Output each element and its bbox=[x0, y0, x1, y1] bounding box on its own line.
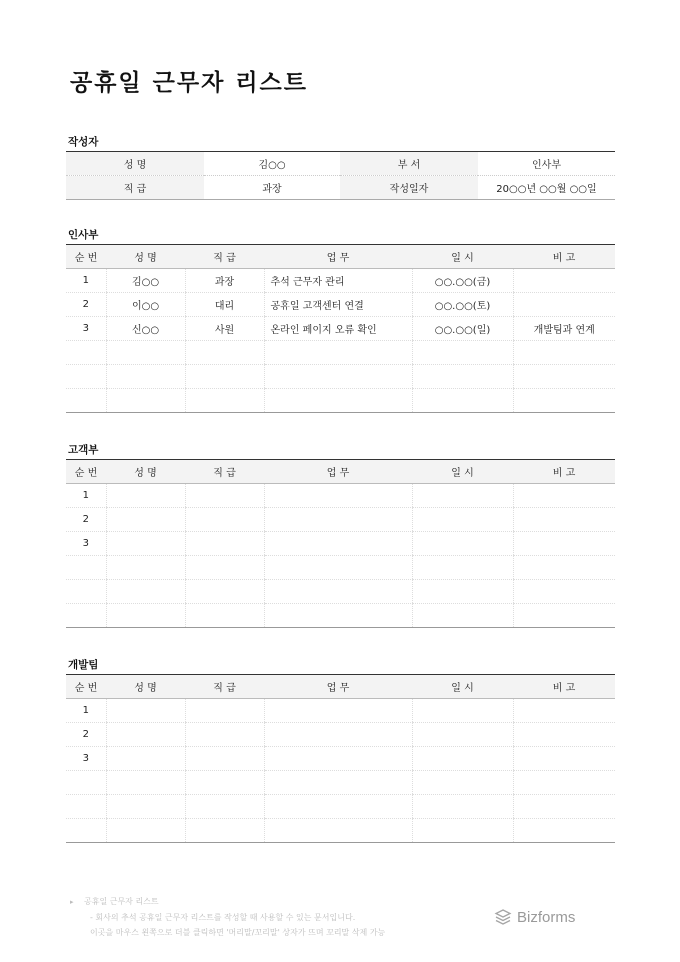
cell-note[interactable] bbox=[513, 723, 615, 747]
cell-no[interactable] bbox=[66, 556, 106, 580]
column-header-note: 비 고 bbox=[513, 675, 615, 699]
author-row-name bbox=[66, 152, 615, 176]
dept-customer-table bbox=[66, 459, 615, 628]
cell-task[interactable] bbox=[264, 532, 412, 556]
cell-rank[interactable] bbox=[185, 819, 264, 843]
bizforms-logo-text: Bizforms bbox=[517, 908, 576, 926]
cell-no[interactable] bbox=[66, 604, 106, 628]
cell-note[interactable] bbox=[513, 365, 615, 389]
cell-date[interactable]: ○○.○○(일) bbox=[412, 317, 513, 341]
column-header-name: 성 명 bbox=[106, 675, 185, 699]
cell-date[interactable] bbox=[412, 508, 513, 532]
author-name-label: 성 명 bbox=[66, 152, 204, 176]
cell-name[interactable] bbox=[106, 604, 185, 628]
cell-rank[interactable] bbox=[185, 795, 264, 819]
author-date-value[interactable]: 20○○년 ○○월 ○○일 bbox=[496, 184, 597, 195]
column-header-no: 순 번 bbox=[66, 245, 106, 269]
cell-no[interactable]: 2 bbox=[66, 293, 106, 317]
cell-date[interactable] bbox=[412, 699, 513, 723]
cell-name[interactable] bbox=[106, 484, 185, 508]
cell-date[interactable] bbox=[412, 341, 513, 365]
cell-note[interactable] bbox=[513, 484, 615, 508]
author-row-rank bbox=[66, 176, 615, 200]
author-dept-label: 부 서 bbox=[340, 152, 478, 176]
table-row bbox=[66, 819, 615, 843]
dept-dev-title: 개발팀 bbox=[68, 659, 99, 671]
table-row bbox=[66, 484, 615, 508]
cell-no[interactable]: 2 bbox=[66, 723, 106, 747]
cell-task[interactable] bbox=[264, 699, 412, 723]
author-name-value[interactable]: 김○○ bbox=[204, 152, 340, 176]
table-row bbox=[66, 556, 615, 580]
cell-note[interactable] bbox=[513, 532, 615, 556]
cell-name[interactable] bbox=[106, 771, 185, 795]
column-header-no: 순 번 bbox=[66, 675, 106, 699]
table-header-row bbox=[66, 675, 615, 699]
cell-note[interactable] bbox=[513, 341, 615, 365]
cell-task[interactable] bbox=[264, 819, 412, 843]
table-row bbox=[66, 341, 615, 365]
author-rank-label: 직 급 bbox=[66, 176, 204, 200]
table-row bbox=[66, 389, 615, 413]
cell-no[interactable]: 1 bbox=[66, 269, 106, 293]
cell-name[interactable] bbox=[106, 747, 185, 771]
cell-rank[interactable] bbox=[185, 580, 264, 604]
bizforms-stack-icon bbox=[494, 908, 512, 926]
cell-name[interactable] bbox=[106, 819, 185, 843]
cell-date[interactable] bbox=[412, 604, 513, 628]
cell-name[interactable] bbox=[106, 795, 185, 819]
column-header-note: 비 고 bbox=[513, 460, 615, 484]
cell-name[interactable] bbox=[106, 580, 185, 604]
cell-task[interactable] bbox=[264, 795, 412, 819]
cell-name[interactable] bbox=[106, 699, 185, 723]
cell-no[interactable]: 2 bbox=[66, 508, 106, 532]
cell-no[interactable] bbox=[66, 580, 106, 604]
cell-no[interactable]: 1 bbox=[66, 484, 106, 508]
cell-task[interactable] bbox=[264, 365, 412, 389]
cell-task[interactable]: 공휴일 고객센터 연결 bbox=[264, 293, 412, 317]
table-row bbox=[66, 699, 615, 723]
column-header-task: 업 무 bbox=[264, 245, 412, 269]
cell-task[interactable] bbox=[264, 604, 412, 628]
cell-rank[interactable] bbox=[185, 604, 264, 628]
cell-note[interactable] bbox=[513, 795, 615, 819]
author-section-title: 작성자 bbox=[68, 136, 99, 148]
footer-line-2: - 회사의 추석 공휴일 근무자 리스트를 작성할 때 사용할 수 있는 문서입니다. bbox=[90, 913, 356, 922]
cell-date[interactable] bbox=[412, 532, 513, 556]
column-header-date: 일 시 bbox=[412, 245, 513, 269]
cell-name[interactable] bbox=[106, 389, 185, 413]
cell-date[interactable] bbox=[412, 723, 513, 747]
column-header-date: 일 시 bbox=[412, 675, 513, 699]
cell-task[interactable] bbox=[264, 508, 412, 532]
cell-date[interactable] bbox=[412, 819, 513, 843]
cell-rank[interactable] bbox=[185, 699, 264, 723]
cell-note[interactable] bbox=[513, 819, 615, 843]
table-row bbox=[66, 747, 615, 771]
cell-task[interactable] bbox=[264, 389, 412, 413]
cell-date[interactable] bbox=[412, 795, 513, 819]
cell-note[interactable]: 개발팀과 연계 bbox=[513, 317, 615, 341]
cell-rank[interactable] bbox=[185, 723, 264, 747]
dept-hr-title: 인사부 bbox=[68, 229, 99, 241]
column-header-no: 순 번 bbox=[66, 460, 106, 484]
cell-note[interactable] bbox=[513, 580, 615, 604]
cell-date[interactable] bbox=[412, 389, 513, 413]
cell-name[interactable] bbox=[106, 556, 185, 580]
cell-rank[interactable] bbox=[185, 484, 264, 508]
table-row bbox=[66, 317, 615, 341]
cell-name[interactable] bbox=[106, 365, 185, 389]
cell-date[interactable] bbox=[412, 747, 513, 771]
cell-task[interactable] bbox=[264, 747, 412, 771]
cell-task[interactable]: 추석 근무자 관리 bbox=[264, 269, 412, 293]
table-row bbox=[66, 580, 615, 604]
cell-no[interactable]: 3 bbox=[66, 747, 106, 771]
table-row bbox=[66, 508, 615, 532]
table-row bbox=[66, 795, 615, 819]
cell-rank[interactable] bbox=[185, 556, 264, 580]
cell-task[interactable] bbox=[264, 580, 412, 604]
cell-task[interactable] bbox=[264, 341, 412, 365]
cell-name[interactable]: 신○○ bbox=[106, 317, 185, 341]
cell-no[interactable]: 3 bbox=[66, 317, 106, 341]
footer-line-3[interactable]: 이곳을 마우스 왼쪽으로 더블 클릭하면 '머리말/꼬리말' 상자가 뜨며 꼬리말 삭제 가능 bbox=[90, 928, 386, 937]
cell-note[interactable] bbox=[513, 293, 615, 317]
cell-name[interactable]: 김○○ bbox=[106, 269, 185, 293]
cell-name[interactable] bbox=[106, 508, 185, 532]
cell-rank[interactable] bbox=[185, 771, 264, 795]
cell-date[interactable] bbox=[412, 556, 513, 580]
footer-note bbox=[70, 894, 385, 940]
table-row bbox=[66, 293, 615, 317]
cell-no[interactable]: 3 bbox=[66, 532, 106, 556]
cell-note[interactable] bbox=[513, 604, 615, 628]
cell-name[interactable] bbox=[106, 532, 185, 556]
cell-rank[interactable] bbox=[185, 365, 264, 389]
cell-note[interactable] bbox=[513, 699, 615, 723]
cell-date[interactable] bbox=[412, 484, 513, 508]
cell-date[interactable] bbox=[412, 771, 513, 795]
cell-rank[interactable]: 대리 bbox=[185, 293, 264, 317]
cell-no[interactable]: 1 bbox=[66, 699, 106, 723]
dept-dev-table bbox=[66, 674, 615, 843]
cell-no[interactable] bbox=[66, 389, 106, 413]
column-header-rank: 직 급 bbox=[185, 675, 264, 699]
table-header-row bbox=[66, 245, 615, 269]
cell-name[interactable]: 이○○ bbox=[106, 293, 185, 317]
author-date-label: 작성일자 bbox=[340, 176, 478, 200]
cell-date[interactable] bbox=[412, 580, 513, 604]
cell-rank[interactable] bbox=[185, 389, 264, 413]
table-row bbox=[66, 269, 615, 293]
cell-rank[interactable] bbox=[185, 532, 264, 556]
column-header-note: 비 고 bbox=[513, 245, 615, 269]
bizforms-logo bbox=[494, 908, 575, 926]
cell-note[interactable] bbox=[513, 771, 615, 795]
cell-name[interactable] bbox=[106, 341, 185, 365]
table-header-row bbox=[66, 460, 615, 484]
column-header-name: 성 명 bbox=[106, 460, 185, 484]
cell-task[interactable] bbox=[264, 484, 412, 508]
cell-no[interactable] bbox=[66, 819, 106, 843]
cell-date[interactable]: ○○.○○(금) bbox=[412, 269, 513, 293]
table-row bbox=[66, 771, 615, 795]
cell-note[interactable] bbox=[513, 389, 615, 413]
author-table bbox=[66, 151, 615, 200]
cell-no[interactable] bbox=[66, 341, 106, 365]
cell-no[interactable] bbox=[66, 365, 106, 389]
cell-no[interactable] bbox=[66, 771, 106, 795]
cell-note[interactable] bbox=[513, 269, 615, 293]
triangle-bullet-icon: ▸ bbox=[70, 898, 74, 906]
cell-rank[interactable] bbox=[185, 341, 264, 365]
cell-rank[interactable]: 과장 bbox=[185, 269, 264, 293]
cell-task[interactable] bbox=[264, 556, 412, 580]
page-title: 공휴일 근무자 리스트 bbox=[70, 70, 308, 96]
cell-date[interactable] bbox=[412, 365, 513, 389]
table-row bbox=[66, 604, 615, 628]
cell-task[interactable] bbox=[264, 723, 412, 747]
column-header-name: 성 명 bbox=[106, 245, 185, 269]
cell-note[interactable] bbox=[513, 508, 615, 532]
table-row bbox=[66, 365, 615, 389]
cell-task[interactable] bbox=[264, 771, 412, 795]
column-header-rank: 직 급 bbox=[185, 460, 264, 484]
footer-line-1: 공휴일 근무자 리스트 bbox=[84, 897, 159, 906]
column-header-date: 일 시 bbox=[412, 460, 513, 484]
cell-note[interactable] bbox=[513, 556, 615, 580]
dept-customer-title: 고객부 bbox=[68, 444, 99, 456]
cell-rank[interactable]: 사원 bbox=[185, 317, 264, 341]
cell-no[interactable] bbox=[66, 795, 106, 819]
table-row bbox=[66, 723, 615, 747]
dept-hr-table bbox=[66, 244, 615, 413]
column-header-task: 업 무 bbox=[264, 675, 412, 699]
table-row bbox=[66, 532, 615, 556]
cell-name[interactable] bbox=[106, 723, 185, 747]
cell-date[interactable]: ○○.○○(토) bbox=[412, 293, 513, 317]
cell-rank[interactable] bbox=[185, 747, 264, 771]
cell-rank[interactable] bbox=[185, 508, 264, 532]
cell-task[interactable]: 온라인 페이지 오류 확인 bbox=[264, 317, 412, 341]
author-rank-value[interactable]: 과장 bbox=[262, 184, 282, 195]
cell-note[interactable] bbox=[513, 747, 615, 771]
column-header-rank: 직 급 bbox=[185, 245, 264, 269]
column-header-task: 업 무 bbox=[264, 460, 412, 484]
author-dept-value[interactable]: 인사부 bbox=[478, 152, 615, 176]
